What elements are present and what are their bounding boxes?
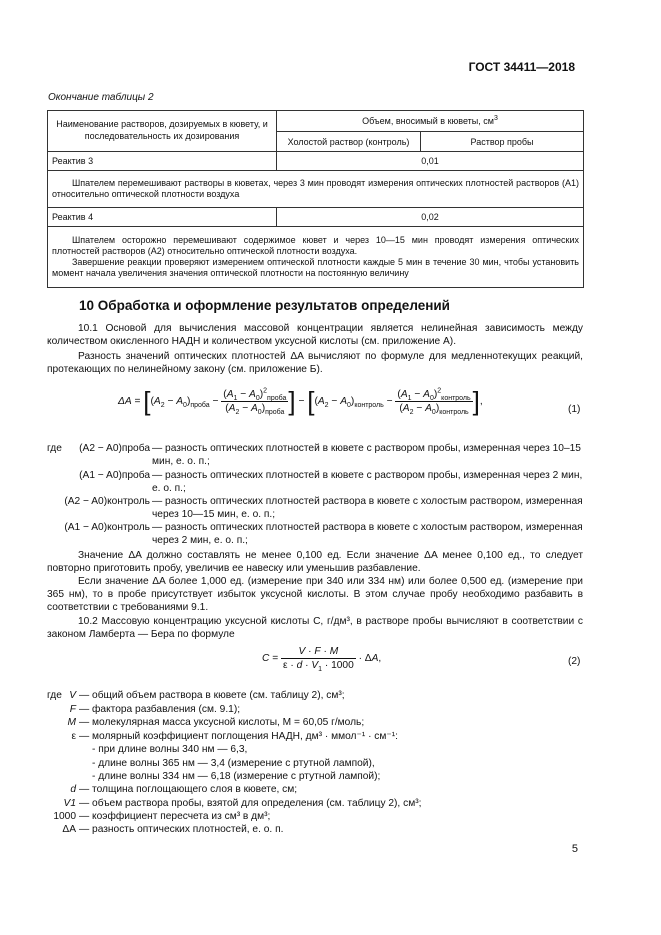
def1-text-3-body: разность оптических плотностей раствора в кювете с холостым раствором, измеренная через 10—15 мин, е. о. п.;: [152, 496, 583, 520]
table-note-1: Шпателем перемешивают растворы в кюветах, через 3 мин проводят измерения оптических плотностей растворов (A1) относительно оптической плотности воздуха: [48, 171, 584, 208]
where-label: где: [47, 443, 62, 454]
header-blank: Холостой раствор (контроль): [277, 132, 421, 152]
header-volume-unit-sup: 3: [493, 115, 498, 122]
paragraph-10-1: 10.1 Основой для вычисления массовой концентрации является нелинейная зависимость между количеством окисленного НАДН и количеством уксусной кислоты (см. приложение А).: [47, 323, 583, 347]
def2-text-1: — общий объем раствора в кювете (см. таблицу 2), см³;: [79, 690, 345, 701]
header-volume-text: Объем, вносимый в кюветы, см: [362, 116, 494, 126]
formula-1-number: (1): [568, 404, 581, 415]
def2-text-4: — молярный коэффициент поглощения НАДН, дм³ · ммол⁻¹ · см⁻¹:: [79, 731, 398, 742]
def1-text-2-body: разность оптических плотностей в кювете с раствором пробы, измеренная через 2 мин, е. о. п.;: [152, 470, 583, 494]
paragraph-delta-a-max: Если значение ΔA более 1,000 ед. (измерение при 340 или 334 нм) или более 0,500 ед. (измерение при 365 нм), то в пробе присутствует избыток уксусной кислоты. В этом случае пробу необходимо разбавить в соответствии с требованиями 9.1.: [47, 576, 583, 613]
def2-text-8: — толщина поглощающего слоя в кювете, см;: [79, 784, 298, 795]
reagent-3-name: Реактив 3: [48, 152, 277, 171]
def2-term-2: F: [69, 704, 76, 715]
def2-wavelength-334: - длине волны 334 нм — 6,18 (измерение с ртутной лампой);: [92, 771, 381, 782]
header-volume: [277, 111, 584, 132]
paragraph-delta-a-min: Значение ΔA должно составлять не менее 0,100 ед. Если значение ΔA менее 0,100 ед., то следует повторно приготовить пробу, увеличив ее навеску или уменьшив разбавление.: [47, 550, 583, 574]
def2-text-3-body: молекулярная масса уксусной кислоты, M = 60,05 г/моль;: [92, 717, 365, 728]
def1-text-3: — разность оптических плотностей раствора в кювете с холостым раствором, измеренная через 10—15 мин, е. о. п.;: [152, 496, 583, 520]
def1-text-1: — разность оптических плотностей в кювете с раствором пробы, измеренная через 10–15 мин, е. о. п.;: [152, 443, 581, 467]
page-number: 5: [571, 843, 578, 855]
def1-term-4: (A1 − A0)контроль: [64, 522, 150, 533]
table-header-row: [48, 111, 584, 132]
reagent-4-value: 0,02: [277, 208, 584, 227]
def1-text-1-body: разность оптических плотностей в кювете с раствором пробы, измеренная через 10–15 мин, е. о. п.;: [152, 443, 581, 467]
def2-text-4-body: молярный коэффициент поглощения НАДН, дм³ · ммол⁻¹ · см⁻¹:: [92, 731, 398, 742]
table-row: [48, 208, 584, 227]
paragraph-10-2: 10.2 Массовую концентрацию уксусной кислоты C, г/дм³, в растворе пробы вычисляют в соответствии с законом Ламберта — Бера по формуле: [47, 616, 583, 640]
table-note-2b: Завершение реакции проверяют измерением оптической плотности каждые 5 мин в течение 30 мин, чтобы установить момент начала увеличения значения оптической плотности на постоянную величину: [52, 257, 579, 279]
def2-text-9-body: объем раствора пробы, взятой для определения (см. таблицу 2), см³;: [92, 798, 422, 809]
formula-1-fraction-sample: $\frac{(A_1 - A_0)^2_{проба}}{(A_2 - A_0)_{проба}}$: [223, 387, 287, 417]
where-label-2: где: [47, 690, 62, 701]
def2-term-3: M: [67, 717, 76, 728]
def2-term-4: ε: [71, 731, 76, 742]
def2-term-1: V: [69, 690, 76, 701]
def2-term-11: ΔA: [62, 824, 76, 835]
def1-term-3: (A2 − A0)контроль: [64, 496, 150, 507]
def2-text-10-body: коэффициент пересчета из см³ в дм³;: [92, 811, 271, 822]
def2-text-9: — объем раствора пробы, взятой для определения (см. таблицу 2), см³;: [79, 798, 422, 809]
header-reagent-name: Наименование растворов, дозируемых в кювету, и последовательность их дозирования: [48, 111, 277, 152]
def1-text-4: — разность оптических плотностей раствора в кювете с холостым раствором, измеренная через 2 мин, е. о. п.;: [152, 522, 583, 546]
table-note-2: [48, 227, 584, 288]
formula-2: C = $\frac{V \cdot F \cdot M}{\varepsilon \cdot d \cdot V_1 \cdot 1000}$ · ΔA,: [262, 646, 382, 674]
def2-term-10: 1000: [53, 811, 76, 822]
reagent-3-value: 0,01: [277, 152, 584, 171]
def2-term-9: V1: [63, 798, 76, 809]
def2-text-11: — разность оптических плотностей, е. о. п.: [79, 824, 284, 835]
formula-1-fraction-control: $\frac{(A_1 - A_0)^2_{контроль}}{(A_2 - A_0)_{контроль}}$: [397, 387, 471, 417]
reagent-4-name: Реактив 4: [48, 208, 277, 227]
table-note-2a: Шпателем осторожно перемешивают содержимое кювет и через 10—15 мин проводят измерения оптических плотностей растворов (A2) относительно оптической плотности воздуха.: [52, 234, 579, 256]
def1-text-4-body: разность оптических плотностей раствора в кювете с холостым раствором, измеренная через 2 мин, е. о. п.;: [152, 522, 583, 546]
def1-text-2: — разность оптических плотностей в кювете с раствором пробы, измеренная через 2 мин, е. о. п.;: [152, 470, 583, 494]
def2-text-10: — коэффициент пересчета из см³ в дм³;: [79, 811, 271, 822]
def2-text-3: — молекулярная масса уксусной кислоты, M = 60,05 г/моль;: [79, 717, 365, 728]
table-row: [48, 152, 584, 171]
section-title: 10 Обработка и оформление результатов определений: [79, 298, 450, 313]
formula-2-number: (2): [568, 656, 581, 667]
def2-term-8: d: [70, 784, 76, 795]
def1-term-1: (A2 − A0)проба: [79, 443, 150, 454]
table-caption: Окончание таблицы 2: [48, 92, 154, 103]
def1-term-2: (A1 − A0)проба: [79, 470, 150, 481]
reagent-table: [47, 110, 584, 288]
table-note-row: [48, 227, 584, 288]
paragraph-delta-a: Разность значений оптических плотностей ΔA вычисляют по формуле для медленнотекущих реакций, протекающих по нелинейному закону (см. приложение Б).: [47, 351, 583, 375]
def2-wavelength-365: - длине волны 365 нм — 3,4 (измерение с ртутной лампой),: [92, 758, 375, 769]
def2-text-1-body: общий объем раствора в кювете (см. таблицу 2), см³;: [92, 690, 345, 701]
header-sample: Раствор пробы: [421, 132, 584, 152]
formula-1: $\Delta A = [(A_2 - A_0)_{проба}$ − $\frac{(A_1 - A_0)^2_{проба}}{(A_2 - A_0)_{проба}}$ ] − [$(A_2 - A_0)_{контроль}$ − $\frac{(A_1 - A_0)^2_{контроль}}{(A_2 - A_0)_{контроль}}$ ],: [118, 386, 483, 417]
def2-text-8-body: толщина поглощающего слоя в кювете, см;: [92, 784, 298, 795]
document-header: ГОСТ 34411—2018: [468, 60, 575, 74]
def2-text-2-body: фактора разбавления (см. 9.1);: [92, 704, 241, 715]
formula-2-fraction: $\frac{V \cdot F \cdot M}{\varepsilon \cdot d \cdot V_1 \cdot 1000}$: [282, 646, 354, 674]
table-note-row: [48, 171, 584, 208]
def2-text-11-body: разность оптических плотностей, е. о. п.: [92, 824, 284, 835]
def2-text-2: — фактора разбавления (см. 9.1);: [79, 704, 241, 715]
def2-wavelength-340: - при длине волны 340 нм — 6,3,: [92, 744, 248, 755]
